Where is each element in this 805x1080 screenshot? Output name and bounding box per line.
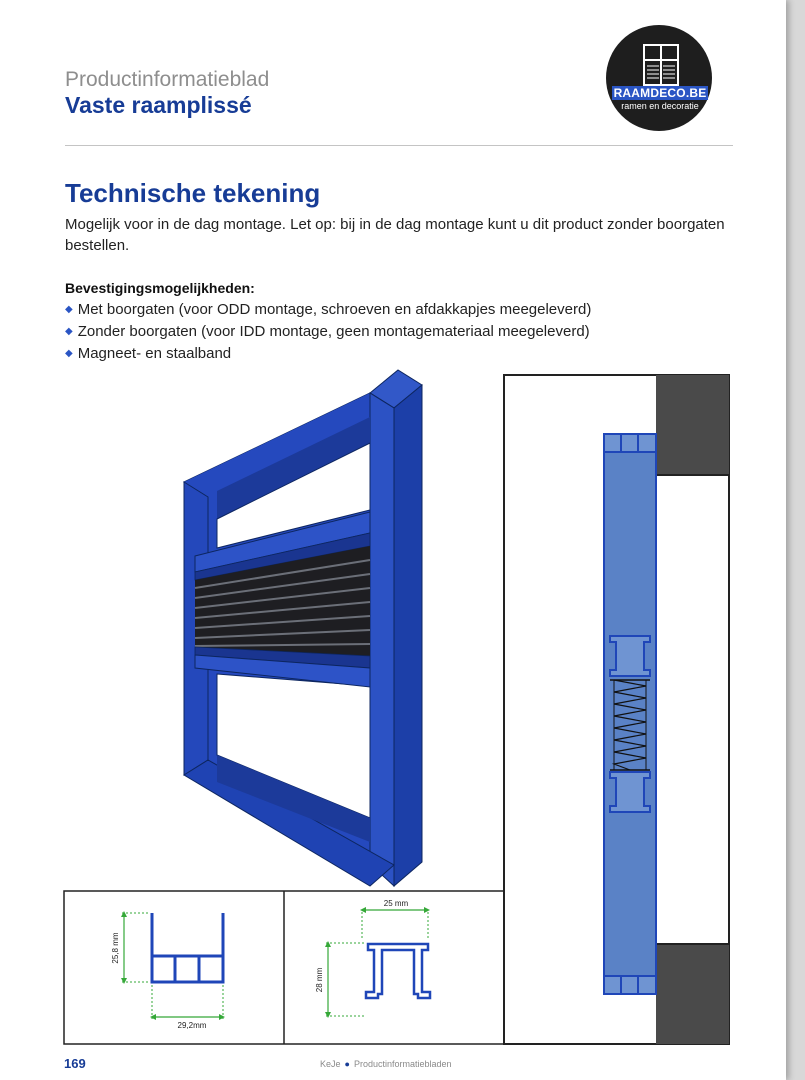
profile-a-height-label: 25,8 mm (111, 932, 120, 964)
profile-b-drawing (326, 910, 430, 1016)
logo-tagline: ramen en decoratie (621, 101, 699, 111)
diamond-bullet-icon: ◆ (65, 348, 73, 359)
profile-a-drawing (122, 913, 223, 1020)
footer-dot-icon: ● (344, 1059, 350, 1069)
footer-text (320, 1059, 452, 1069)
page-number: 169 (64, 1056, 86, 1071)
list-item: ◆ Met boorgaten (voor ODD montage, schroeven en afdakkapjes meegeleverd) (65, 301, 592, 318)
document-kicker: Productinformatieblad (65, 68, 270, 91)
logo-brand-text: RAAMDECO.BE (613, 86, 707, 100)
options-heading: Bevestigingsmogelijkheden: (65, 280, 255, 296)
diamond-bullet-icon: ◆ (65, 304, 73, 315)
cross-section-view (504, 375, 729, 1044)
page-title: Vaste raamplissé (65, 92, 252, 118)
profile-b-width-label: 25 mm (383, 899, 409, 908)
footer-right: Productinformatiebladen (353, 1059, 452, 1069)
footer-left: KeJe (320, 1059, 341, 1069)
list-item: ◆ Zonder boorgaten (voor IDD montage, geen montagemateriaal meegeleverd) (65, 323, 590, 340)
list-item: ◆ Magneet- en staalband (65, 345, 232, 362)
frame-3d-illustration (184, 370, 422, 886)
profile-a-width-label: 29,2mm (177, 1021, 207, 1030)
profile-b-height-label: 28 mm (315, 967, 324, 993)
diamond-bullet-icon: ◆ (65, 326, 73, 337)
intro-paragraph: Mogelijk voor in de dag montage. Let op: bij in de dag montage kunt u dit product zonder boorgaten bestellen. (65, 216, 725, 254)
profile-detail-boxes (64, 891, 504, 1044)
section-title: Technische tekening (65, 178, 321, 208)
